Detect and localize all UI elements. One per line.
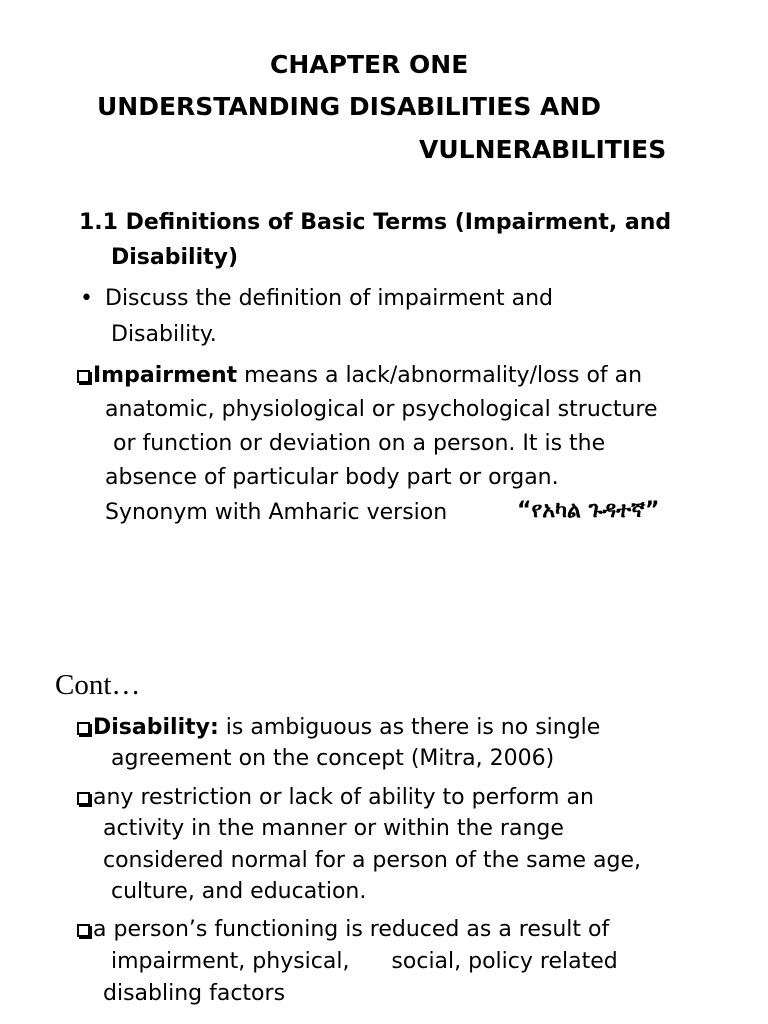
- impairment-line1-rest: means a lack/abnormality/loss of an: [237, 363, 643, 388]
- disability-term: Disability:: [93, 715, 219, 740]
- impairment-line4: absence of particular body part or organ.: [105, 465, 559, 490]
- restriction-line4: culture, and education.: [111, 879, 367, 904]
- impairment-line3: or function or deviation on a person. It is the: [113, 431, 606, 456]
- chapter-title: CHAPTER ONE: [270, 50, 469, 79]
- checkbox-bullet-icon: [77, 924, 90, 937]
- restriction-line2: activity in the manner or within the range: [103, 816, 564, 841]
- functioning-line1-text: a person’s functioning is reduced as a result of: [93, 917, 610, 942]
- checkbox-bullet-icon: [77, 792, 90, 805]
- section-heading-line1: 1.1 Definitions of Basic Terms (Impairment, and: [79, 210, 672, 235]
- impairment-term: Impairment: [93, 363, 238, 388]
- bullet-line2: Disability.: [111, 322, 217, 347]
- chapter-subtitle-line2: VULNERABILITIES: [419, 135, 667, 164]
- chapter-subtitle-line1: UNDERSTANDING DISABILITIES AND: [97, 92, 602, 121]
- functioning-line2: impairment, physical, social, policy related: [111, 949, 618, 974]
- checkbox-bullet-icon: [77, 370, 90, 383]
- slide2-title: Cont…: [55, 669, 141, 701]
- restriction-line3: considered normal for a person of the same age,: [103, 848, 642, 873]
- functioning-line3: disabling factors: [103, 981, 286, 1006]
- impairment-line1: [77, 363, 642, 388]
- disability-line1-rest: is ambiguous as there is no single: [218, 715, 601, 740]
- restriction-line1: [77, 785, 594, 810]
- disability-line2: agreement on the concept (Mitra, 2006): [111, 746, 555, 771]
- section-heading-line2: Disability): [111, 245, 239, 270]
- amharic-term: “የአካል ጉዳተኛ”: [517, 498, 660, 523]
- bullet-line1: Discuss the definition of impairment and: [105, 286, 553, 311]
- disability-line1: [77, 715, 600, 740]
- checkbox-bullet-icon: [77, 722, 90, 735]
- impairment-line2: anatomic, physiological or psychological structure: [105, 397, 658, 422]
- restriction-line1-text: any restriction or lack of ability to perform an: [93, 785, 594, 810]
- impairment-line5: Synonym with Amharic version: [105, 500, 448, 525]
- functioning-line1: [77, 917, 609, 942]
- bullet-icon: •: [80, 286, 93, 311]
